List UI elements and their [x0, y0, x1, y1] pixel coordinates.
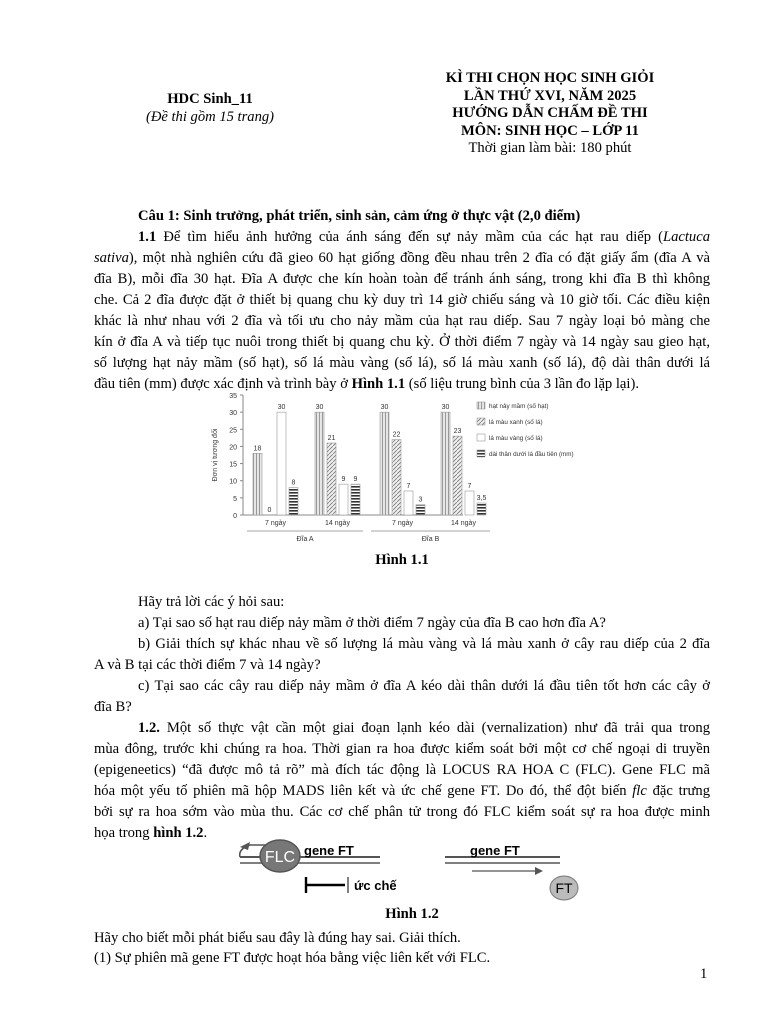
gene-ft-right-label: gene FT — [470, 843, 520, 858]
x-category-label: 14 ngày — [325, 520, 350, 527]
page-number: 1 — [700, 966, 708, 982]
header-right — [400, 70, 700, 158]
doc-code: HDC Sinh_11 — [167, 91, 253, 107]
bar — [277, 412, 286, 515]
para-line-3: đĩa B), mỗi đĩa 30 hạt. Đĩa A được che kín hoàn toàn để tránh ánh sáng, trong khi đĩa B thì không — [94, 271, 710, 287]
x-category-label: 14 ngày — [451, 520, 476, 527]
figure-1-2-diagram — [230, 835, 590, 905]
para-line-8: đầu tiên (mm) được xác định và trình bày ở Hình 1.1 (số liệu trung bình của 3 lần đo lặp lại). — [94, 376, 639, 392]
bar — [339, 484, 348, 515]
question-c-1: c) Tại sao các cây rau diếp nảy mầm ở đĩa A kéo dài thân dưới lá đầu tiên tốt hơn các cây ở — [138, 678, 710, 694]
legend-label: hạt nảy mầm (số hạt) — [489, 403, 549, 410]
bar-value-label: 23 — [453, 428, 462, 436]
y-tick-label: 20 — [229, 444, 237, 452]
para2-line-3: (epigeneetics) “đã được mô tả rõ” mà đích tác động là LOCUS RA HOA C (FLC). Gene FLC mã — [94, 762, 710, 778]
exam-duration: Thời gian làm bài: 180 phút — [468, 140, 632, 156]
figure-1-1-chart — [205, 390, 625, 550]
legend-label: lá màu vàng (số lá) — [489, 435, 543, 442]
bar-value-label: 30 — [380, 404, 389, 412]
header-left — [120, 90, 300, 126]
figure-1-1-caption: Hình 1.1 — [375, 552, 429, 568]
bar-value-label: 30 — [315, 404, 324, 412]
bar-value-label: 3,5 — [476, 495, 487, 502]
bar — [416, 505, 425, 515]
y-tick-label: 35 — [229, 393, 237, 400]
question-c-2: đĩa B? — [94, 699, 132, 715]
bar-value-label: 30 — [441, 404, 450, 412]
bar — [465, 491, 474, 515]
para-line-2: sativa), một nhà nghiên cứu đã gieo 60 hạt giống đồng đều nhau trên 2 đĩa có đặt giấy ẩm (đĩa A và — [94, 250, 710, 266]
exam-title-1: KÌ THI CHỌN HỌC SINH GIỎI — [445, 70, 655, 86]
legend-label: lá màu xanh (số lá) — [489, 419, 543, 426]
flc-label: FLC — [264, 849, 296, 866]
y-tick-label: 10 — [229, 478, 237, 486]
para2-line-2: mùa đông, trước khi chúng ra hoa. Thời gian ra hoa được kiểm soát bởi một cơ chế ngoại di truyền — [94, 741, 710, 757]
x-category-label: 7 ngày — [264, 520, 287, 527]
question-a: a) Tại sao số hạt rau diếp nảy mầm ở thời điểm 7 ngày của đĩa B cao hơn đĩa A? — [138, 615, 606, 631]
bar-value-label: 8 — [291, 479, 296, 487]
bar-value-label: 0 — [267, 507, 272, 514]
plate-label: Đĩa B — [421, 536, 440, 543]
bar — [477, 503, 486, 515]
exam-title-2: LẦN THỨ XVI, NĂM 2025 — [463, 87, 637, 104]
ft-label: FT — [555, 880, 573, 896]
para-line-7: số lượng hạt nảy mầm (số hạt), số lá màu vàng (số lá), số lá màu xanh (số lá), độ dài thân dưới lá — [94, 355, 710, 371]
bar-value-label: 7 — [406, 483, 411, 490]
legend-swatch — [477, 418, 485, 425]
page-count-note: (Đề thi gồm 15 trang) — [145, 109, 275, 125]
question-b-1: b) Giải thích sự khác nhau về số lượng lá màu vàng và lá màu xanh ở cây rau diếp của 2 đĩa — [138, 636, 710, 652]
gene-ft-left-label: gene FT — [304, 843, 354, 858]
y-axis-label: Đơn vị tương đối — [212, 428, 219, 482]
y-tick-label: 5 — [233, 495, 237, 503]
para-line-6: kín ở đĩa A và tiếp tục nuôi trong thiết bị quang chu kỳ. Ở thời điểm 7 ngày và 14 ngày sau gieo hạt, — [94, 334, 710, 350]
question-title: Câu 1: Sinh trưởng, phát triển, sinh sản, cảm ứng ở thực vật (2,0 điểm) — [138, 208, 581, 224]
x-category-label: 7 ngày — [391, 520, 414, 527]
legend-swatch — [477, 450, 485, 457]
bar — [380, 412, 389, 515]
legend-label: dài thân dưới lá đầu tiên (mm) — [489, 451, 574, 458]
para-line-4: che. Cả 2 đĩa được đặt ở thiết bị quang chu kỳ duy trì 14 giờ chiếu sáng và 10 giờ tối. Các điều kiện — [94, 292, 710, 308]
bar-value-label: 30 — [277, 404, 286, 412]
para2-line-6: họa trong hình 1.2. — [94, 825, 208, 841]
bar — [441, 412, 450, 515]
exam-subject: MÔN: SINH HỌC – LỚP 11 — [461, 122, 639, 139]
bar — [253, 453, 262, 515]
bar — [453, 436, 462, 515]
bar-value-label: 7 — [467, 483, 472, 490]
figure-1-2-caption: Hình 1.2 — [385, 906, 439, 922]
exam-title-3: HƯỚNG DẪN CHẤM ĐỀ THI — [452, 105, 648, 121]
y-tick-label: 25 — [229, 427, 237, 435]
bar — [351, 484, 360, 515]
bar — [392, 440, 401, 515]
y-tick-label: 30 — [229, 410, 237, 418]
ask-line: Hãy trả lời các ý hỏi sau: — [138, 594, 285, 610]
y-tick-label: 0 — [233, 513, 237, 520]
bar-value-label: 22 — [392, 431, 401, 439]
bar — [289, 488, 298, 515]
bar — [315, 412, 324, 515]
para2-line-1: 1.2. Một số thực vật cần một giai đoạn lạnh kéo dài (vernalization) như đã trải qua trong — [138, 720, 710, 736]
para2-line-4: hóa một yếu tố phiên mã hộp MADS liên kết và ức chế gene FT. Do đó, thể đột biến flc đặc trưng — [94, 783, 710, 799]
para-line-5: khác là như nhau với 2 đĩa và tối ưu cho nảy mầm của hạt rau diếp. Sau 7 ngày loại bỏ màng che — [94, 313, 710, 329]
plate-label: Đĩa A — [296, 536, 314, 543]
y-tick-label: 15 — [229, 461, 237, 469]
question-b-2: A và B tại các thời điểm 7 và 14 ngày? — [94, 657, 321, 673]
bar-value-label: 9 — [353, 476, 358, 484]
bar-value-label: 9 — [341, 476, 346, 484]
legend-swatch — [477, 402, 485, 409]
bar-value-label: 21 — [327, 435, 336, 442]
ask2-line: Hãy cho biết mỗi phát biểu sau đây là đúng hay sai. Giải thích. — [94, 930, 461, 946]
legend-swatch — [477, 434, 485, 441]
para-line-1: 1.1 Để tìm hiểu ảnh hưởng của ánh sáng đến sự nảy mầm của các hạt rau diếp (Lactuca — [138, 229, 710, 245]
para2-line-5: bởi sự ra hoa sớm vào mùa thu. Các cơ chế phân tử trong đó FLC kiểm soát sự ra hoa được minh — [94, 804, 710, 820]
statement-1: (1) Sự phiên mã gene FT được hoạt hóa bằng việc liên kết với FLC. — [94, 950, 491, 966]
bar-value-label: 3 — [418, 496, 423, 504]
bar — [327, 443, 336, 515]
bar — [404, 491, 413, 515]
bar-value-label: 18 — [253, 445, 262, 453]
inhibit-label: ức chế — [354, 878, 397, 893]
